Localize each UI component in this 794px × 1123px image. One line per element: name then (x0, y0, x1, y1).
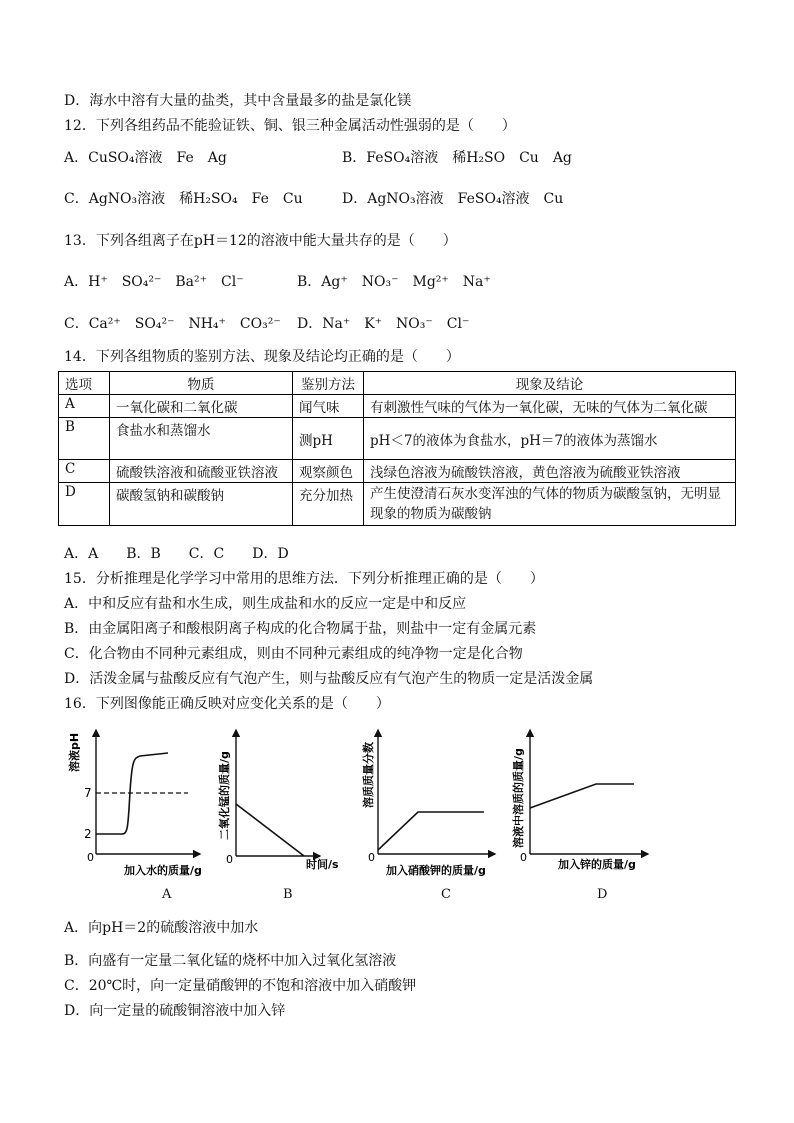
q13-option-c: C．Ca²⁺ SO₄²⁻ NH₄⁺ CO₃²⁻ (64, 316, 281, 332)
table-cell: D (59, 483, 110, 526)
table-header-row (59, 372, 736, 395)
q11-option-d: D．海水中溶有大量的盐类，其中含量最多的盐是氯化镁 (64, 93, 412, 109)
graph-d-origin: 0 (520, 851, 527, 864)
q15-option-d: D．活泼金属与盐酸反应有气泡产生，则与盐酸反应有气泡产生的物质一定是活泼金属 (64, 671, 594, 687)
graph-a-tick-7: 7 (84, 786, 92, 800)
q12-option-b: B．FeSO₄溶液 稀H₂SO Cu Ag (342, 150, 572, 166)
graph-c-xlabel: 加入硝酸钾的质量/g (386, 864, 486, 877)
q12-stem: 12．下列各组药品不能验证铁、铜、银三种金属活动性强弱的是（ ） (64, 118, 516, 134)
graph-a-xlabel: 加入水的质量/g (124, 864, 202, 877)
table-cell: B (59, 418, 110, 460)
graph-a-origin: 0 (87, 851, 94, 864)
q15-option-b: B．由金属阳离子和酸根阴离子构成的化合物属于盐，则盐中一定有金属元素 (64, 621, 537, 637)
table-cell: 一氧化碳和二氧化碳 (110, 395, 293, 418)
q16-stem: 16．下列图像能正确反映对应变化关系的是（ ） (64, 696, 390, 712)
q12-option-d: D．AgNO₃溶液 FeSO₄溶液 Cu (342, 191, 564, 207)
q15-stem: 15．分析推理是化学学习中常用的思维方法．下列分析推理正确的是（ ） (64, 571, 544, 587)
graph-b-caption: B (283, 887, 293, 902)
table-cell: C (59, 460, 110, 483)
table-cell: 碳酸氢钠和碳酸钠 (110, 483, 293, 526)
table-cell: 充分加热 (293, 483, 364, 526)
graph-b-origin: 0 (226, 853, 233, 866)
q14-stem: 14．下列各组物质的鉴别方法、现象及结论均正确的是（ ） (64, 349, 460, 365)
graph-c-caption: C (441, 887, 451, 902)
table-header: 物质 (110, 372, 293, 395)
table-cell: 硫酸铁溶液和硫酸亚铁溶液 (110, 460, 293, 483)
graph-b-xlabel: 时间/s (306, 858, 339, 871)
table-header: 现象及结论 (364, 372, 736, 395)
q12-option-c: C．AgNO₃溶液 稀H₂SO₄ Fe Cu (64, 191, 303, 207)
graph-d-ylabel: 溶液中溶质的质量/g (512, 748, 525, 848)
q14-table (58, 371, 736, 526)
graph-b-line (236, 804, 304, 856)
q13-stem: 13．下列各组离子在pH＝12的溶液中能大量共存的是（ ） (64, 233, 457, 249)
q16-option-a: A．向pH＝2的硫酸溶液中加水 (64, 920, 259, 936)
q16-option-b: B．向盛有一定量二氧化锰的烧杯中加入过氧化氢溶液 (64, 953, 397, 969)
q16-graphs (60, 722, 750, 882)
table-cell: 观察颜色 (293, 460, 364, 483)
q13-option-d: D．Na⁺ K⁺ NO₃⁻ Cl⁻ (297, 316, 470, 332)
graph-d (511, 730, 648, 871)
q14-choices: A．A B．B C．C D．D (64, 546, 289, 562)
graph-d-caption: D (597, 887, 608, 902)
table-cell: 浅绿色溶液为硫酸铁溶液，黄色溶液为硫酸亚铁溶液 (364, 460, 736, 483)
graph-b-ylabel: 二氧化锰的质量/g (218, 751, 231, 840)
table-cell: pH＜7的液体为食盐水，pH＝7的液体为蒸馏水 (364, 418, 736, 460)
graph-d-line (530, 784, 634, 808)
table-row (59, 395, 736, 418)
table-cell: 食盐水和蒸馏水 (110, 418, 293, 460)
table-cell: 闻气味 (293, 395, 364, 418)
graph-c-line (378, 812, 484, 850)
table-header: 选项 (59, 372, 110, 395)
table-row (59, 460, 736, 483)
q15-option-a: A．中和反应有盐和水生成，则生成盐和水的反应一定是中和反应 (64, 596, 467, 612)
table-cell: A (59, 395, 110, 418)
q16-option-c: C．20℃时，向一定量硝酸钾的不饱和溶液中加入硝酸钾 (64, 978, 417, 994)
graph-b (217, 730, 339, 871)
graph-a-ylabel: 溶液pH (68, 732, 81, 772)
graph-c-origin: 0 (368, 851, 375, 864)
table-row (59, 483, 736, 526)
q13-option-b: B．Ag⁺ NO₃⁻ Mg²⁺ Na⁺ (297, 274, 491, 290)
q16-option-d: D．向一定量的硫酸铜溶液中加入锌 (64, 1003, 286, 1019)
table-cell: 产生使澄清石灰水变浑浊的气体的物质为碳酸氢钠，无明显现象的物质为碳酸钠 (364, 483, 736, 526)
table-cell: 有刺激性气味的气体为一氧化碳，无味的气体为二氧化碳 (364, 395, 736, 418)
graph-a-caption: A (162, 887, 172, 902)
graph-c (361, 730, 495, 877)
graph-c-ylabel: 溶质质量分数 (362, 742, 375, 808)
q13-option-a: A．H⁺ SO₄²⁻ Ba²⁺ Cl⁻ (64, 274, 244, 290)
table-cell: 测pH (293, 418, 364, 460)
q12-option-a: A．CuSO₄溶液 Fe Ag (64, 150, 227, 166)
table-header: 鉴别方法 (293, 372, 364, 395)
table-row (59, 418, 736, 460)
graph-a (67, 730, 202, 877)
graph-a-tick-2: 2 (84, 827, 92, 841)
q15-option-c: C．化合物由不同种元素组成，则由不同种元素组成的纯净物一定是化合物 (64, 646, 523, 662)
graph-d-xlabel: 加入锌的质量/g (558, 858, 636, 871)
